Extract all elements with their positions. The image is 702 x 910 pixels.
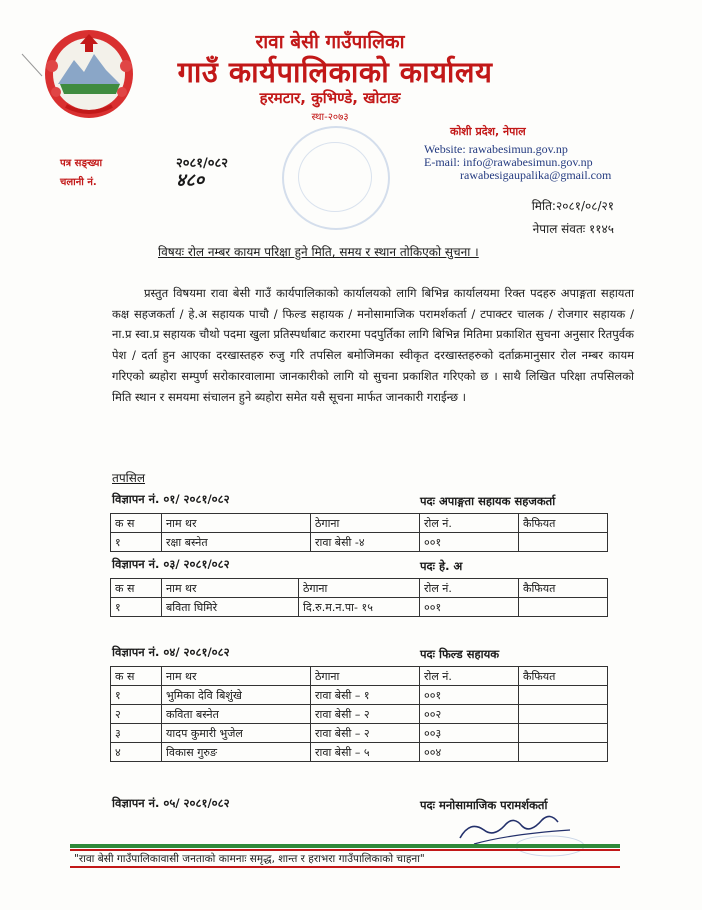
table-row (111, 724, 608, 743)
footer-motto: "रावा बेसी गाउँपालिकावासी जनताको कामनाः समृद्ध, शान्त र हराभरा गाउँपालिकाको चाहना" (74, 853, 425, 865)
website-text: Website: rawabesimun.gov.np (424, 142, 568, 156)
cell-name: कविता बस्नेत (162, 705, 311, 724)
table-header-row (111, 667, 608, 686)
advertisement-number-04: विज्ञापन नं. ०४/ २०८१/०८२ (112, 645, 230, 659)
cell-sn: १ (111, 598, 162, 617)
header-sn: क स (111, 514, 162, 533)
cell-name: बविता घिमिरे (162, 598, 299, 617)
footer-bottom-rule (70, 866, 620, 868)
subject-line: विषयः रोल नम्बर कायम परिक्षा हुने मिति, समय र स्थान तोकिएको सुचना । (158, 245, 479, 259)
cell-remarks (519, 705, 608, 724)
header-sn: क स (111, 667, 162, 686)
cell-name: विकास गुरुङ (162, 743, 311, 762)
cell-address: दि.रु.म.न.पा- १५ (299, 598, 420, 617)
letter-number-row (60, 155, 229, 171)
body-text: प्रस्तुत विषयमा रावा बेसी गाउँ कार्यपालिकाको कार्यालयको लागि बिभिन्न कार्यालयमा रिक्त पदहरु अपाङ्गता सहायता कक्ष सहजकर्ता / हे.अ सहायक पाचौ / फिल्ड सहायक / मनोसामाजिक परामर्शकर्ता / टपाक्टर चालक / रोजगार सहायक / ना.प्र स्वा.प्र सहायक चौथो पदमा खुला प्रतिस्पर्धाबाट करारमा पदपुर्तिका लागि बिभिन्न मितिमा प्रकाशित सुचना अनुसार रितपुर्वक पेश / दर्ता हुन आएका दरखास्तहरु रुजु गरि तपसिल बमोजिमका स्वीकृत दरखास्तहरुको दर्ताक्रमानुसार रोल नम्बर कायम गरिएको ब्यहोरा सम्पुर्ण सरोकारवालामा जानकारीको लागि यो सुचना प्रकाशित गरिएको छ । साथै लिखित परिक्षा तपसिलको मिति स्थान र समयमा संचालन हुने ब्यहोरा समेत यसै सूचना मार्फत जानकारी गराईन्छ । (112, 286, 634, 404)
email-text: E-mail: info@rawabesimun.gov.np (424, 155, 593, 169)
table-header-row (111, 514, 608, 533)
cell-sn: १ (111, 533, 162, 552)
cell-address: रावा बेसी -४ (311, 533, 420, 552)
dispatch-number-value: ४८० (176, 170, 205, 191)
letter-number-label: पत्र सङ्ख्या (60, 158, 103, 169)
cell-sn: ३ (111, 724, 162, 743)
advertisement-number-03: विज्ञापन नं. ०३/ २०८१/०८२ (112, 557, 230, 571)
cell-name: यादप कुमारी भुजेल (162, 724, 311, 743)
header-name: नाम थर (162, 579, 299, 598)
cell-remarks (519, 598, 608, 617)
header-remarks: कैफियत (519, 667, 608, 686)
cell-remarks (519, 724, 608, 743)
header-roll: रोल नं. (420, 667, 519, 686)
office-address: हरमटार, कुभिण्डे, खोटाङ (259, 89, 401, 107)
post-title-01: पदः अपाङ्गता सहायक सहजकर्ता (420, 494, 556, 508)
cell-roll: ००१ (420, 533, 519, 552)
province-label: कोशी प्रदेश, नेपाल (450, 125, 526, 138)
header-roll: रोल नं. (420, 514, 519, 533)
candidate-table-03 (110, 578, 608, 617)
header-address: ठेगाना (311, 667, 420, 686)
cell-roll: ००४ (420, 743, 519, 762)
advertisement-number-01: विज्ञापन नं. ०१/ २०८१/०८२ (112, 492, 230, 506)
office-name: गाउँ कार्यपालिकाको कार्यालय (177, 55, 493, 89)
email-secondary-text: rawabesigaupalika@gmail.com (460, 168, 612, 182)
cell-remarks (519, 686, 608, 705)
established-year: स्था-२०७३ (311, 112, 349, 123)
cell-roll: ००१ (420, 686, 519, 705)
cell-sn: ४ (111, 743, 162, 762)
post-title-03: पदः हे. अ (420, 559, 463, 573)
nepal-samvat-date: नेपाल संवतः ११४५ (532, 222, 614, 236)
cell-address: रावा बेसी – १ (311, 686, 420, 705)
letter-number-value: २०८१/०८२ (176, 156, 229, 171)
cell-remarks (519, 743, 608, 762)
cell-address: रावा बेसी – २ (311, 705, 420, 724)
contact-block (424, 143, 611, 182)
header-sn: क स (111, 579, 162, 598)
office-seal-inner-ring (298, 142, 372, 212)
header-address: ठेगाना (299, 579, 420, 598)
cell-address: रावा बेसी – ५ (311, 743, 420, 762)
footer-green-rule (70, 844, 620, 848)
header-remarks: कैफियत (519, 579, 608, 598)
candidate-table-01 (110, 513, 608, 552)
post-title-05: पदः मनोसामाजिक परामर्शकर्ता (420, 798, 548, 812)
cell-address: रावा बेसी – २ (311, 724, 420, 743)
header-address: ठेगाना (311, 514, 420, 533)
cell-roll: ००१ (420, 598, 519, 617)
cell-sn: २ (111, 705, 162, 724)
municipality-name: रावा बेसी गाउँपालिका (255, 31, 405, 53)
signature-mark (450, 800, 590, 860)
tapasil-heading: तपसिल (112, 471, 146, 485)
header-roll: रोल नं. (420, 579, 519, 598)
table-row (111, 533, 608, 552)
table-row (111, 686, 608, 705)
table-header-row (111, 579, 608, 598)
dispatch-number-row (60, 170, 205, 191)
body-paragraph (112, 283, 634, 407)
advertisement-number-05: विज्ञापन नं. ०५/ २०८१/०८२ (112, 796, 230, 810)
header-name: नाम थर (162, 667, 311, 686)
header-remarks: कैफियत (519, 514, 608, 533)
dispatch-number-label: चलानी नं. (60, 177, 97, 188)
cell-name: रक्षा बस्नेत (162, 533, 311, 552)
cell-name: भुमिका देवि बिशुंखे (162, 686, 311, 705)
nepal-emblem-icon (40, 26, 138, 121)
cell-sn: १ (111, 686, 162, 705)
cell-remarks (519, 533, 608, 552)
table-row (111, 705, 608, 724)
cell-roll: ००३ (420, 724, 519, 743)
candidate-table-04 (110, 666, 608, 762)
header-name: नाम थर (162, 514, 311, 533)
table-row (111, 598, 608, 617)
table-row (111, 743, 608, 762)
footer-red-rule (70, 849, 620, 851)
letter-date: मिति:२०८१/०८/२१ (531, 199, 614, 213)
cell-roll: ००२ (420, 705, 519, 724)
post-title-04: पदः फिल्ड सहायक (420, 647, 500, 661)
